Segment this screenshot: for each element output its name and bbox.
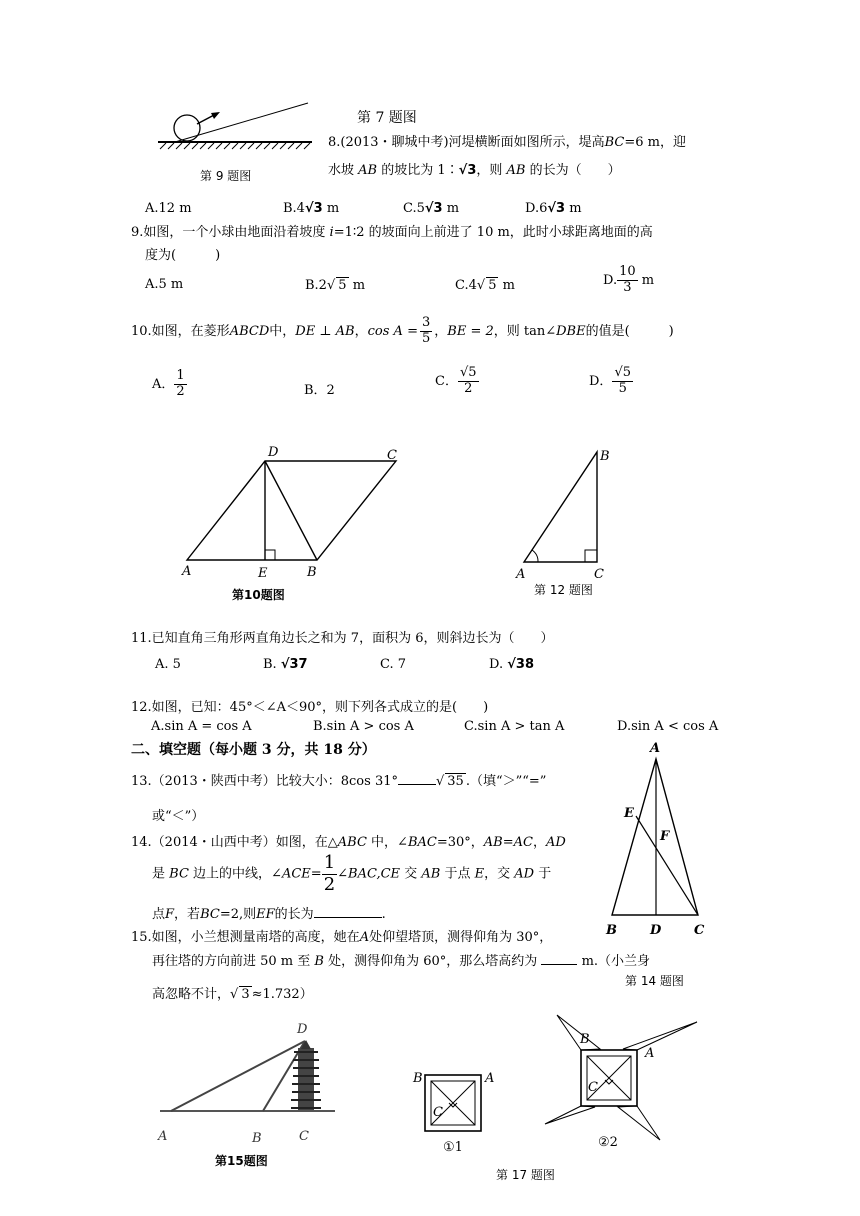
fig17-sub1: ①1 xyxy=(443,1140,463,1155)
q12-option-a: A.sin A = cos A xyxy=(151,719,252,734)
q12-stem: 12.如图，已知：45°＜∠A＜90°，则下列各式成立的是( ) xyxy=(131,700,489,715)
q14-line3: 点F，若BC=2,则EF的长为 . xyxy=(152,907,386,922)
q9-option-b: B.2√ 5 m xyxy=(305,278,366,293)
section-2-heading: 二、填空题（每小题 3 分，共 18 分） xyxy=(131,742,376,758)
fig14-label-b: B xyxy=(606,923,617,938)
q13-line1: 13.（2013・陕西中考）比较大小：8cos 31° √ 35 .（填“＞”“=” xyxy=(131,774,547,789)
fig14-caption: 第 14 题图 xyxy=(625,974,684,988)
q15-line1: 15.如图，小兰想测量南塔的高度，她在A处仰望塔顶，测得仰角为 30°， xyxy=(131,930,553,945)
q8-option-a: A.12 m xyxy=(145,201,192,216)
q15-line2: 再往塔的方向前进 50 m 至 B 处，测得仰角为 60°，那么塔高约为 m.（小兰身 xyxy=(152,954,651,969)
fig15-label-a: A xyxy=(158,1129,168,1144)
q12-option-b: B.sin A > cos A xyxy=(313,719,414,734)
fig17-caption: 第 17 题图 xyxy=(496,1168,555,1182)
q13-line2: 或“＜”） xyxy=(152,809,205,824)
fig17-1-label-b: B xyxy=(413,1071,423,1086)
fig12-label-b: B xyxy=(600,449,610,464)
q11-option-c: C. 7 xyxy=(380,657,407,672)
fig14-label-c: C xyxy=(694,923,705,938)
fig10-label-c: C xyxy=(387,448,397,463)
q10-stem: 10.如图，在菱形ABCD中，DE ⊥ AB，cos A = $\frac{3}{5}$ ，BE = 2，则 tan∠DBE的值是( ) xyxy=(131,315,674,346)
q11-stem: 11.已知直角三角形两直角边长之和为 7，面积为 6，则斜边长为（ ） xyxy=(131,631,554,646)
q11-option-b: B. √37 xyxy=(263,657,308,672)
fig10-label-b: B xyxy=(307,565,317,580)
q11-option-a: A. 5 xyxy=(155,657,181,672)
q9-line1: 9.如图，一个小球由地面沿着坡度 i=1∶2 的坡面向上前进了 10 m，此时小球距离地面的高 xyxy=(131,225,653,240)
fig15-label-b: B xyxy=(252,1131,262,1146)
q12-option-d: D.sin A < cos A xyxy=(617,719,719,734)
q8-option-d: D.6√3 m xyxy=(525,201,582,216)
fig15-caption: 第15题图 xyxy=(215,1154,268,1168)
fig17-1-label-c: C xyxy=(433,1105,443,1120)
q8-option-c: C.5√3 m xyxy=(403,201,460,216)
q10-option-c: C． $\frac{√5}{2}$ xyxy=(435,365,477,396)
fig7-caption: 第 7 题图 xyxy=(357,110,417,126)
fig15-label-d: D xyxy=(297,1022,308,1037)
fig14-label-d: D xyxy=(650,923,662,938)
fig15-label-c: C xyxy=(299,1129,309,1144)
q9-option-a: A.5 m xyxy=(145,277,184,292)
q10-option-b: B．2 xyxy=(304,383,335,398)
fig17-2-label-a: A xyxy=(645,1046,655,1061)
fig9-caption: 第 9 题图 xyxy=(200,169,252,183)
q11-option-d: D. √38 xyxy=(489,657,534,672)
fig17-2-label-c: C xyxy=(588,1080,598,1095)
fig17-sub2: ②2 xyxy=(598,1135,618,1150)
fig14-label-e: E xyxy=(624,806,634,821)
q15-line3: 高忽略不计，√ 3 ≈1.732） xyxy=(152,987,313,1002)
q9-line2: 度为( ) xyxy=(145,248,221,263)
fig10-label-d: D xyxy=(268,445,279,460)
q8-line1: 8.(2013・聊城中考)河堤横断面如图所示，堤高BC=6 m，迎 xyxy=(328,135,687,150)
fig12-caption: 第 12 题图 xyxy=(534,583,593,597)
fig10-label-e: E xyxy=(258,566,268,581)
q9-option-c: C.4√ 5 m xyxy=(455,278,515,293)
q8-line2: 水坡 AB 的坡比为 1∶√3，则 AB 的长为（ ） xyxy=(328,163,621,178)
fig14-label-f: F xyxy=(660,829,670,844)
fig17-1-label-a: A xyxy=(485,1071,495,1086)
fig10-caption: 第10题图 xyxy=(232,588,285,602)
q8-option-b: B.4√3 m xyxy=(283,201,340,216)
q10-option-a: A． $\frac{1}{2}$ xyxy=(152,368,185,399)
fig12-label-a: A xyxy=(516,567,526,582)
fig10-label-a: A xyxy=(182,564,192,579)
q14-line1: 14.（2014・山西中考）如图，在△ABC 中，∠BAC=30°，AB=AC，AD xyxy=(131,835,566,850)
fig12-label-c: C xyxy=(594,567,604,582)
fig14-label-a: A xyxy=(650,741,661,756)
q10-option-d: D． $\frac{√5}{5}$ xyxy=(589,365,631,396)
q14-line2: 是 BC 边上的中线，∠ACE= $\frac{1}{2}$ ∠BAC,CE 交 AB 于点 E，交 AD 于 xyxy=(152,852,552,895)
fig17-2-label-b: B xyxy=(580,1032,590,1047)
q12-option-c: C.sin A > tan A xyxy=(464,719,565,734)
q9-option-d: D. $\frac{10}{3}$ m xyxy=(603,264,655,295)
